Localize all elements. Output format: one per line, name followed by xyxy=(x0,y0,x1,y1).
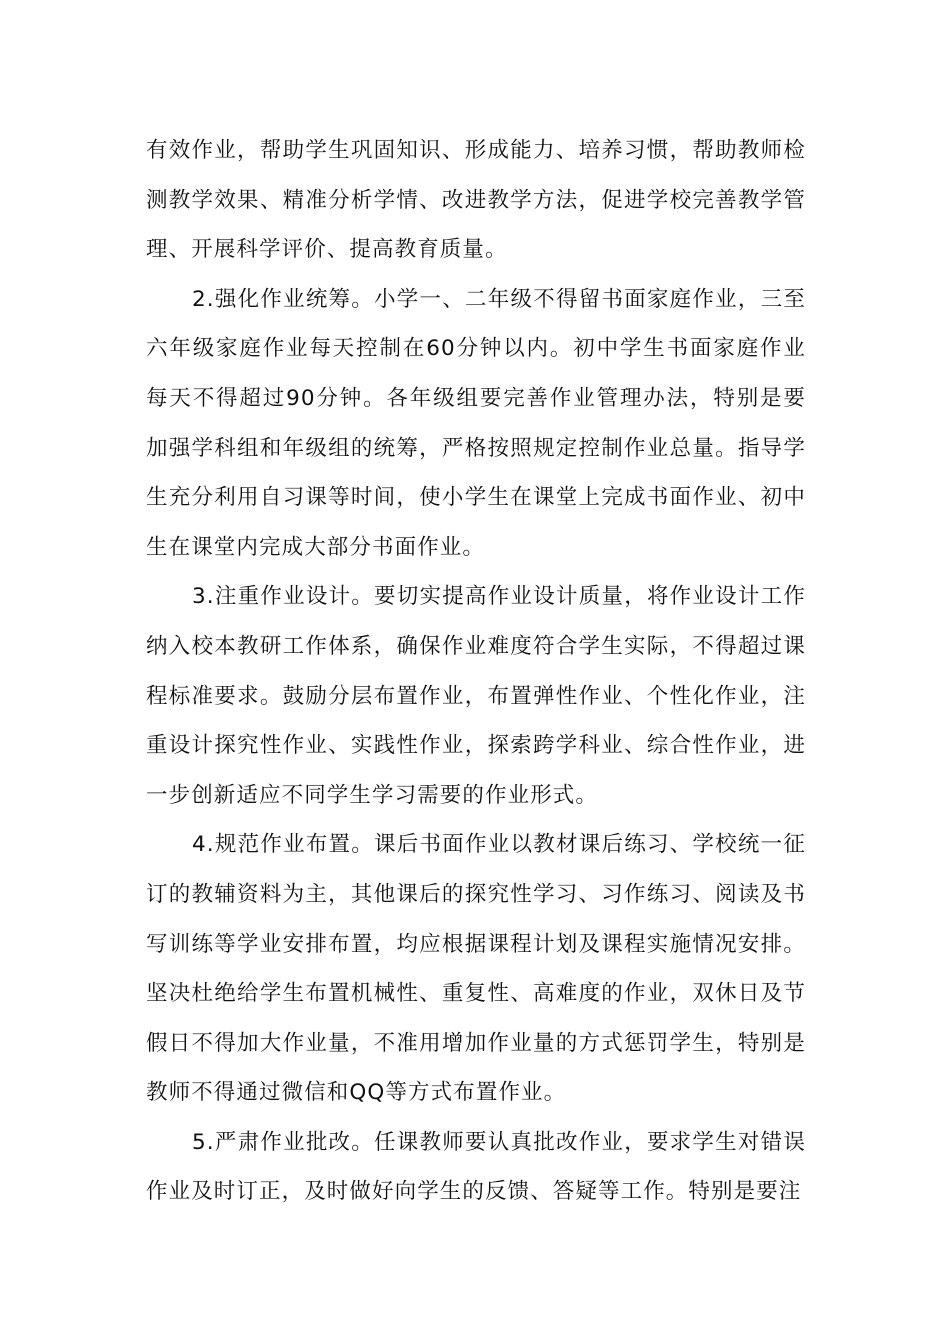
paragraph-homework-grading: 5.严肃作业批改。任课教师要认真批改作业，要求学生对错误作业及时订正，及时做好向学生的反馈、答疑等工作。特别是要注 xyxy=(146,1129,806,1205)
paragraph-continuation: 有效作业，帮助学生巩固知识、形成能力、培养习惯，帮助教师检测教学效果、精准分析学情、改进教学方法，促进学校完善教学管理、开展科学评价、提高教育质量。 xyxy=(146,138,806,263)
paragraph-homework-coordination: 2.强化作业统筹。小学一、二年级不得留书面家庭作业，三至六年级家庭作业每天控制在60分钟以内。初中学生书面家庭作业每天不得超过90分钟。各年级组要完善作业管理办法，特别是要加强学科组和年级组的统筹，严格按照规定控制作业总量。指导学生充分利用自习课等时间，使小学生在课堂上完成书面作业、初中生在课堂内完成大部分书面作业。 xyxy=(146,286,806,560)
document-body xyxy=(146,126,806,1217)
paragraph-homework-assignment: 4.规范作业布置。课后书面作业以教材课后练习、学校统一征订的教辅资料为主，其他课后的探究性学习、习作练习、阅读及书写训练等学业安排布置，均应根据课程计划及课程实施情况安排。坚决杜绝给学生布置机械性、重复性、高难度的作业，双休日及节假日不得加大作业量，不准用增加作业量的方式惩罚学生，特别是教师不得通过微信和QQ等方式布置作业。 xyxy=(146,832,806,1106)
paragraph-homework-design: 3.注重作业设计。要切实提高作业设计质量，将作业设计工作纳入校本教研工作体系，确保作业难度符合学生实际，不得超过课程标准要求。鼓励分层布置作业，布置弹性作业、个性化作业，注重设计探究性作业、实践性作业，探索跨学科业、综合性作业，进一步创新适应不同学生学习需要的作业形式。 xyxy=(146,584,806,808)
